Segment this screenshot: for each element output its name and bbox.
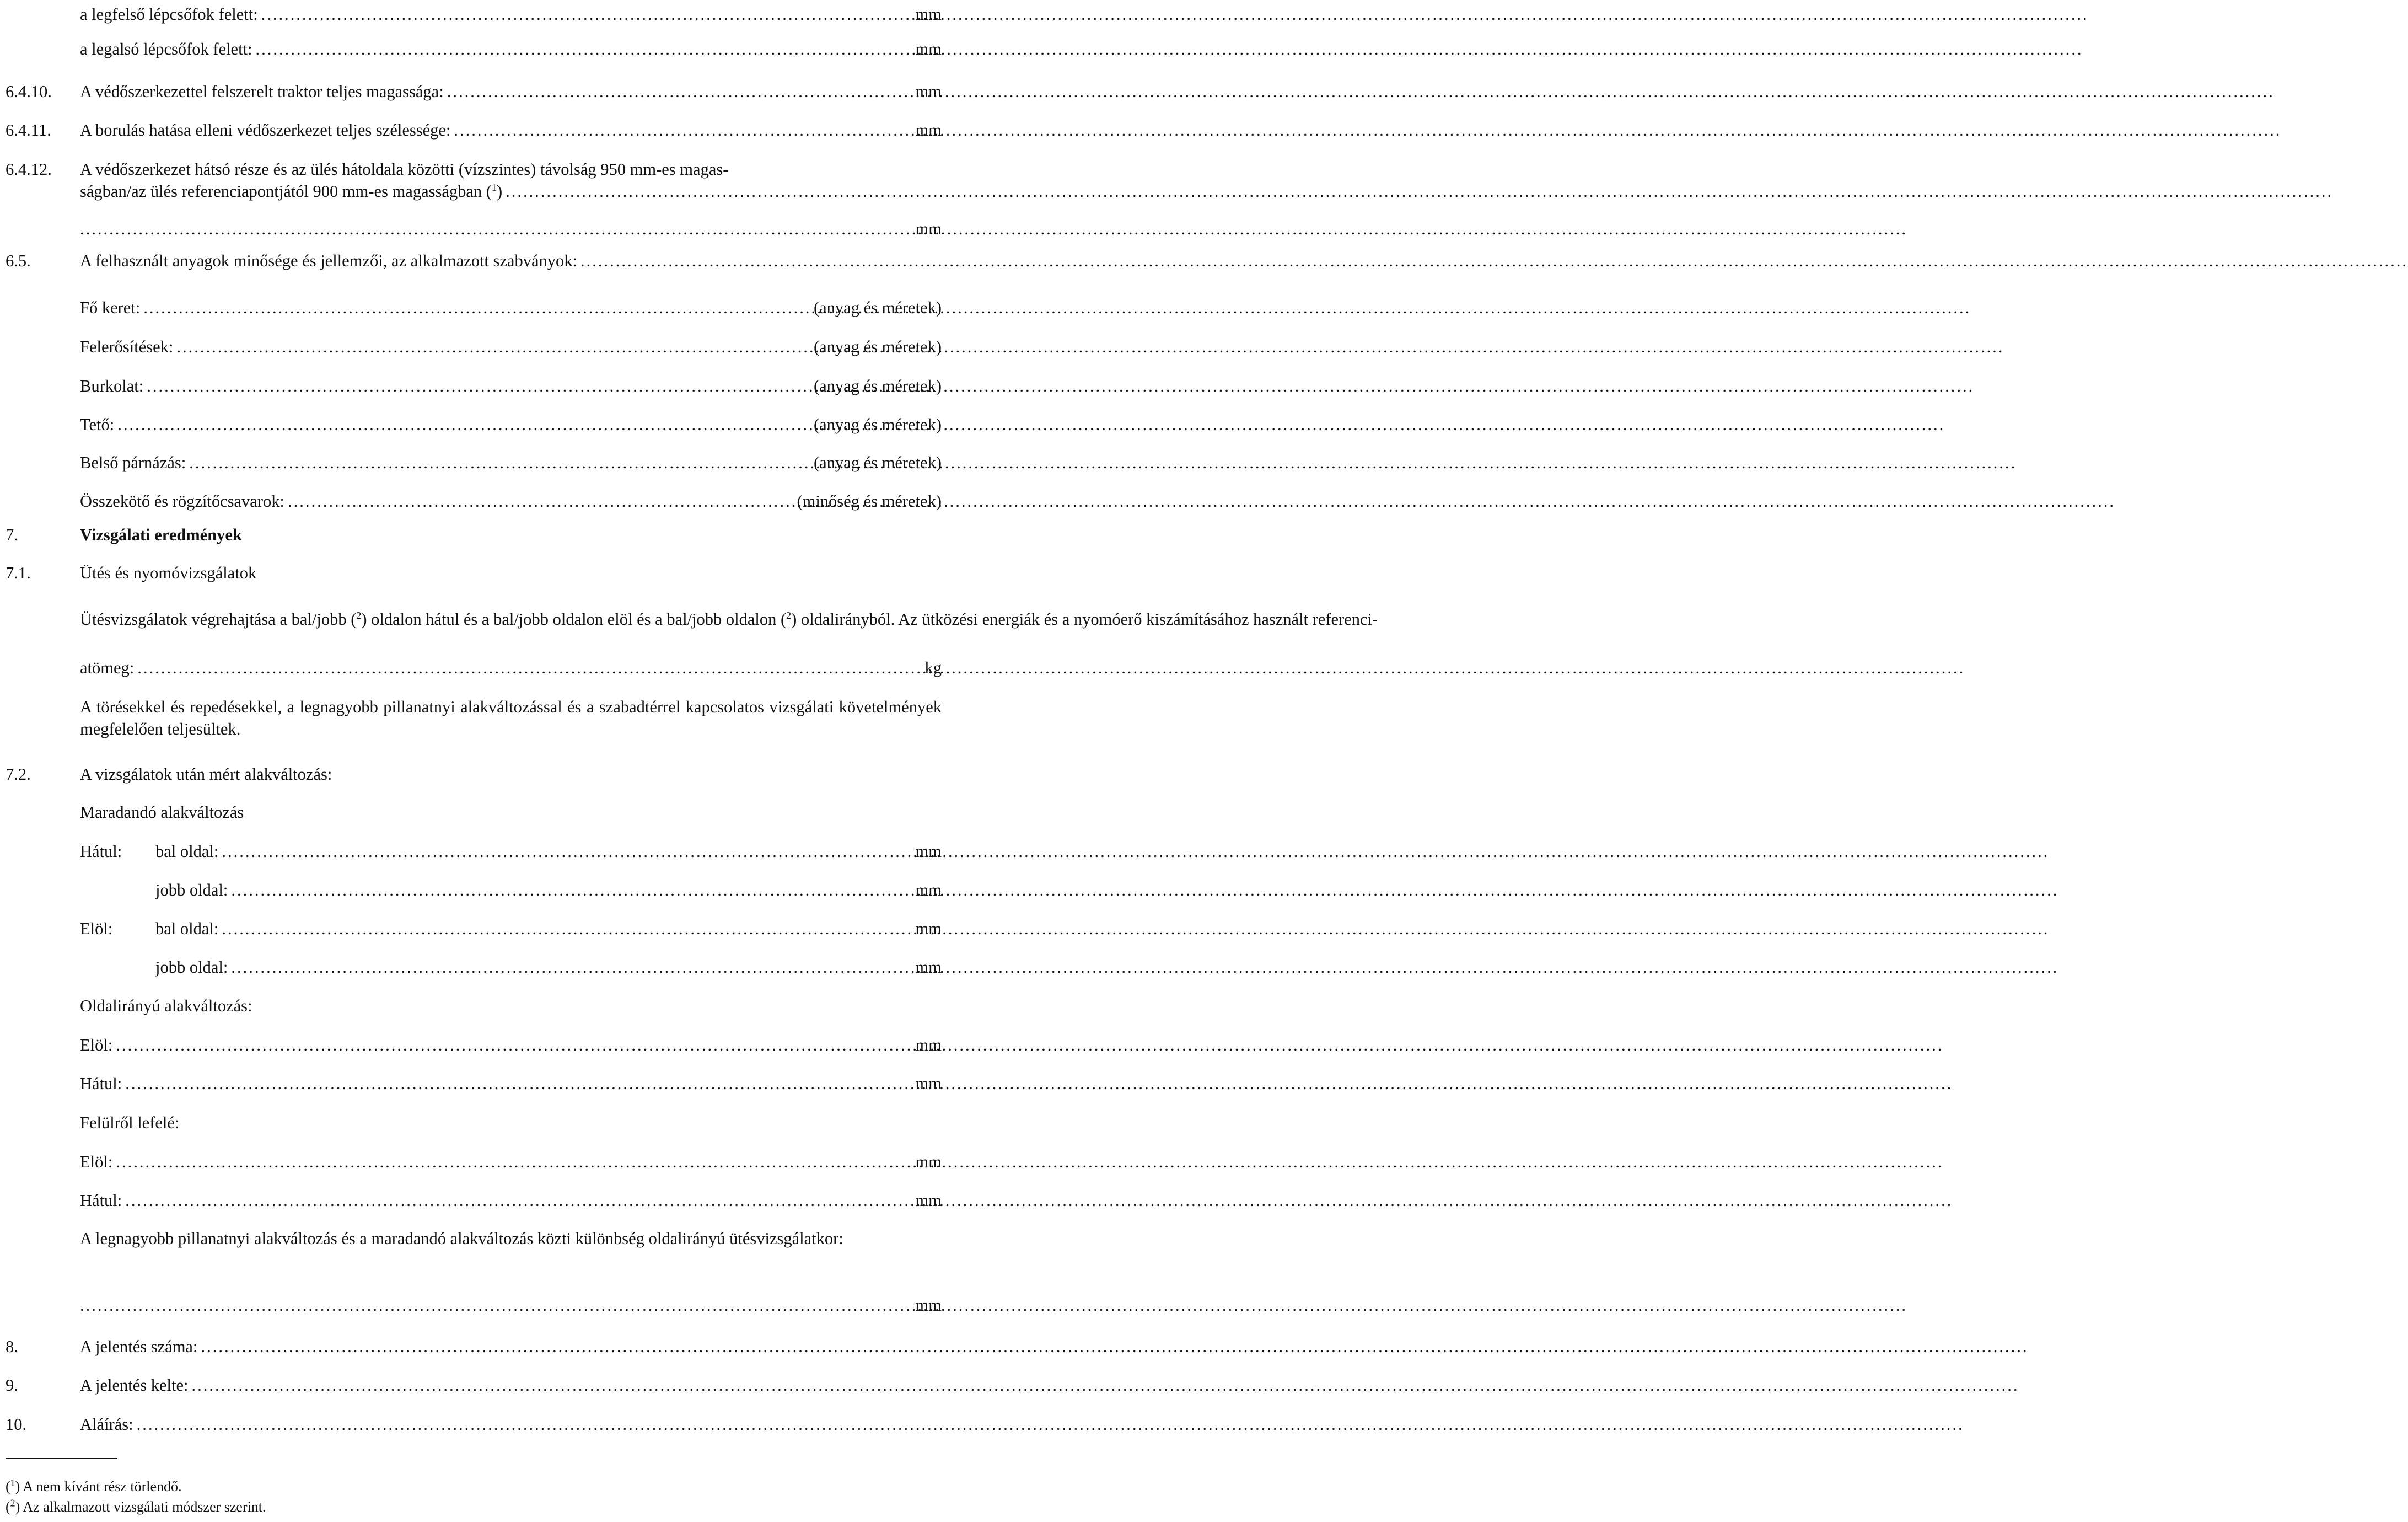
dot-leader	[454, 119, 912, 141]
material-label: Belső párnázás:	[80, 453, 186, 472]
dot-leader	[116, 1034, 912, 1056]
material-label: Felerősítések:	[80, 337, 174, 356]
section-number: 7.	[6, 526, 18, 544]
unit: mm	[915, 5, 942, 24]
row-text: A védőszerkezet hátsó része és az ülés hátoldala közötti (vízszintes) távolság 950 mm-es magas-	[80, 160, 729, 179]
material-value: (minőség és méretek)	[797, 492, 942, 511]
dot-leader	[192, 1374, 942, 1396]
material-label: Tető:	[80, 415, 115, 434]
dot-leader	[147, 375, 810, 397]
row-label: A felhasznált anyagok minősége és jellemzői, az alkalmazott szabványok:	[80, 251, 577, 270]
footnote-ref: 2	[356, 609, 362, 621]
row-label: A jelentés száma:	[80, 1337, 198, 1356]
unit: mm	[915, 121, 942, 140]
row-report-number	[80, 1336, 942, 1358]
text: atömeg:	[80, 658, 135, 677]
dot-leader	[137, 1413, 942, 1435]
row-topdown-rear	[80, 1189, 942, 1212]
material-label: Burkolat:	[80, 377, 144, 395]
row-label: jobb oldal:	[155, 958, 228, 977]
row-label: Aláírás:	[80, 1415, 133, 1434]
label-rear: Hátul:	[80, 842, 122, 861]
footnote-ref: 1	[491, 181, 497, 193]
section-number: 6.4.10.	[6, 82, 52, 101]
row-rear-left	[155, 840, 942, 862]
unit: mm	[915, 1153, 942, 1171]
paragraph-line	[80, 657, 942, 679]
row-rear-right	[155, 879, 942, 901]
text: Ütésvizsgálatok végrehajtása a bal/jobb ($^2$) oldalon hátul és a bal/jobb oldalon elöl és a bal/jobb oldalon ($^2$) oldalirányból. Az ütközési energiák és a nyomóerő kiszámításához használt referenci-	[80, 609, 1378, 629]
material-value: (anyag és méretek)	[813, 298, 942, 317]
section-number: 9.	[6, 1376, 18, 1395]
row-label: bal oldal:	[155, 842, 219, 861]
dot-leader	[231, 879, 912, 901]
dot-leader	[125, 1189, 912, 1212]
material-value: (anyag és méretek)	[813, 415, 942, 434]
unit: mm	[915, 219, 942, 238]
dot-leader	[117, 414, 810, 436]
dot-leader	[222, 840, 912, 862]
subheading: Felülről lefelé:	[80, 1113, 180, 1132]
material-row	[80, 336, 942, 358]
row-6-5	[80, 250, 942, 272]
dot-leader	[580, 250, 938, 272]
row-label: a legfelső lépcsőfok felett:	[80, 5, 258, 24]
material-value: (anyag és méretek)	[813, 453, 942, 472]
dot-leader	[201, 1336, 942, 1358]
material-row	[80, 490, 942, 512]
footnote-divider	[6, 1458, 117, 1459]
footnote-ref: 2	[786, 609, 792, 621]
row-label: Hátul:	[80, 1191, 122, 1210]
dot-leader	[256, 38, 912, 60]
dot-leader	[189, 452, 810, 474]
row-6-4-12-line1	[80, 158, 942, 180]
material-row	[80, 452, 942, 474]
paragraph-line	[80, 608, 1378, 630]
section-number: 7.1.	[6, 564, 31, 582]
dot-leader	[80, 1294, 912, 1316]
row-label: jobb oldal:	[155, 881, 228, 899]
row-upper-steps	[80, 3, 942, 25]
row-label: bal oldal:	[155, 919, 219, 938]
row-front-right	[155, 956, 942, 978]
dot-leader	[116, 1151, 912, 1173]
row-lateral-rear	[80, 1073, 942, 1095]
row-6-4-12-line3	[80, 218, 942, 240]
row-signature	[80, 1413, 942, 1435]
unit: mm	[915, 1036, 942, 1054]
unit: mm	[915, 958, 942, 977]
dot-leader	[261, 3, 912, 25]
row-lower-steps	[80, 38, 942, 60]
row-label: Elöl:	[80, 1153, 113, 1171]
dot-leader	[231, 956, 912, 978]
material-label: Összekötő és rögzítőcsavarok:	[80, 492, 284, 511]
unit: mm	[915, 82, 942, 101]
unit: mm	[915, 1191, 942, 1210]
row-report-date	[80, 1374, 942, 1396]
row-topdown-front	[80, 1151, 942, 1173]
section-title: Vizsgálati eredmények	[80, 526, 242, 544]
material-row	[80, 297, 942, 319]
row-6-4-12-line2	[80, 180, 942, 202]
section-number: 6.4.11.	[6, 121, 51, 140]
label-front: Elöl:	[80, 919, 113, 938]
material-value: (anyag és méretek)	[813, 377, 942, 395]
dot-leader	[80, 218, 912, 240]
row-text: ságban/az ülés referenciapontjától 900 mm-es magasságban ($^1$)	[80, 181, 503, 201]
row-label: A védőszerkezettel felszerelt traktor teljes magassága:	[80, 82, 444, 101]
row-front-left	[155, 918, 942, 940]
footnote-mark: 2	[10, 1497, 15, 1509]
row-6-4-10	[80, 81, 942, 103]
row-label: A borulás hatása elleni védőszerkezet teljes szélessége:	[80, 121, 451, 140]
section-number: 6.5.	[6, 251, 31, 270]
section-number: 10.	[6, 1415, 27, 1434]
unit: mm	[915, 1296, 942, 1315]
section-number: 6.4.12.	[6, 160, 52, 179]
unit: mm	[915, 40, 942, 58]
subheading: Oldalirányú alakváltozás:	[80, 996, 252, 1015]
paragraph: A törésekkel és repedésekkel, a legnagyobb pillanatnyi alakváltozással és a szabadtérrel kapcsolatos vizsgálati követelmények megfelelően teljesültek.	[80, 698, 942, 738]
section-title: Ütés és nyomóvizsgálatok	[80, 564, 257, 582]
row-lateral-front	[80, 1034, 942, 1056]
section-title: A vizsgálatok után mért alakváltozás:	[80, 765, 332, 784]
footnote-mark: 1	[10, 1477, 15, 1488]
dot-leader	[222, 918, 912, 940]
dot-leader	[447, 81, 912, 103]
unit: kg	[925, 658, 942, 677]
row-label: A jelentés kelte:	[80, 1376, 189, 1395]
row-label: Elöl:	[80, 1036, 113, 1054]
row-difference	[80, 1294, 942, 1316]
footnote-1: ($^1$) A nem kívánt rész törlendő.	[6, 1477, 182, 1494]
dot-leader	[125, 1073, 912, 1095]
dot-leader	[288, 490, 793, 512]
row-label: a legalsó lépcsőfok felett:	[80, 40, 252, 58]
unit: mm	[915, 842, 942, 861]
footnote-2: ($^2$) Az alkalmazott vizsgálati módszer szerint.	[6, 1497, 266, 1515]
material-row	[80, 414, 942, 436]
dot-leader	[137, 657, 921, 679]
dot-leader	[143, 297, 810, 319]
section-number: 8.	[6, 1337, 18, 1356]
row-6-4-11	[80, 119, 942, 141]
section-number: 7.2.	[6, 765, 31, 784]
dot-leader	[506, 180, 938, 202]
material-label: Fő keret:	[80, 298, 141, 317]
subheading: Maradandó alakváltozás	[80, 803, 244, 822]
unit: mm	[915, 1074, 942, 1093]
row-label: Hátul:	[80, 1074, 122, 1093]
material-value: (anyag és méretek)	[813, 337, 942, 356]
material-row	[80, 375, 942, 397]
unit: mm	[915, 881, 942, 899]
dot-leader	[176, 336, 810, 358]
paragraph: A legnagyobb pillanatnyi alakváltozás és a maradandó alakváltozás közti különbség oldalirányú ütésvizsgálatkor:	[80, 1229, 843, 1248]
unit: mm	[915, 919, 942, 938]
